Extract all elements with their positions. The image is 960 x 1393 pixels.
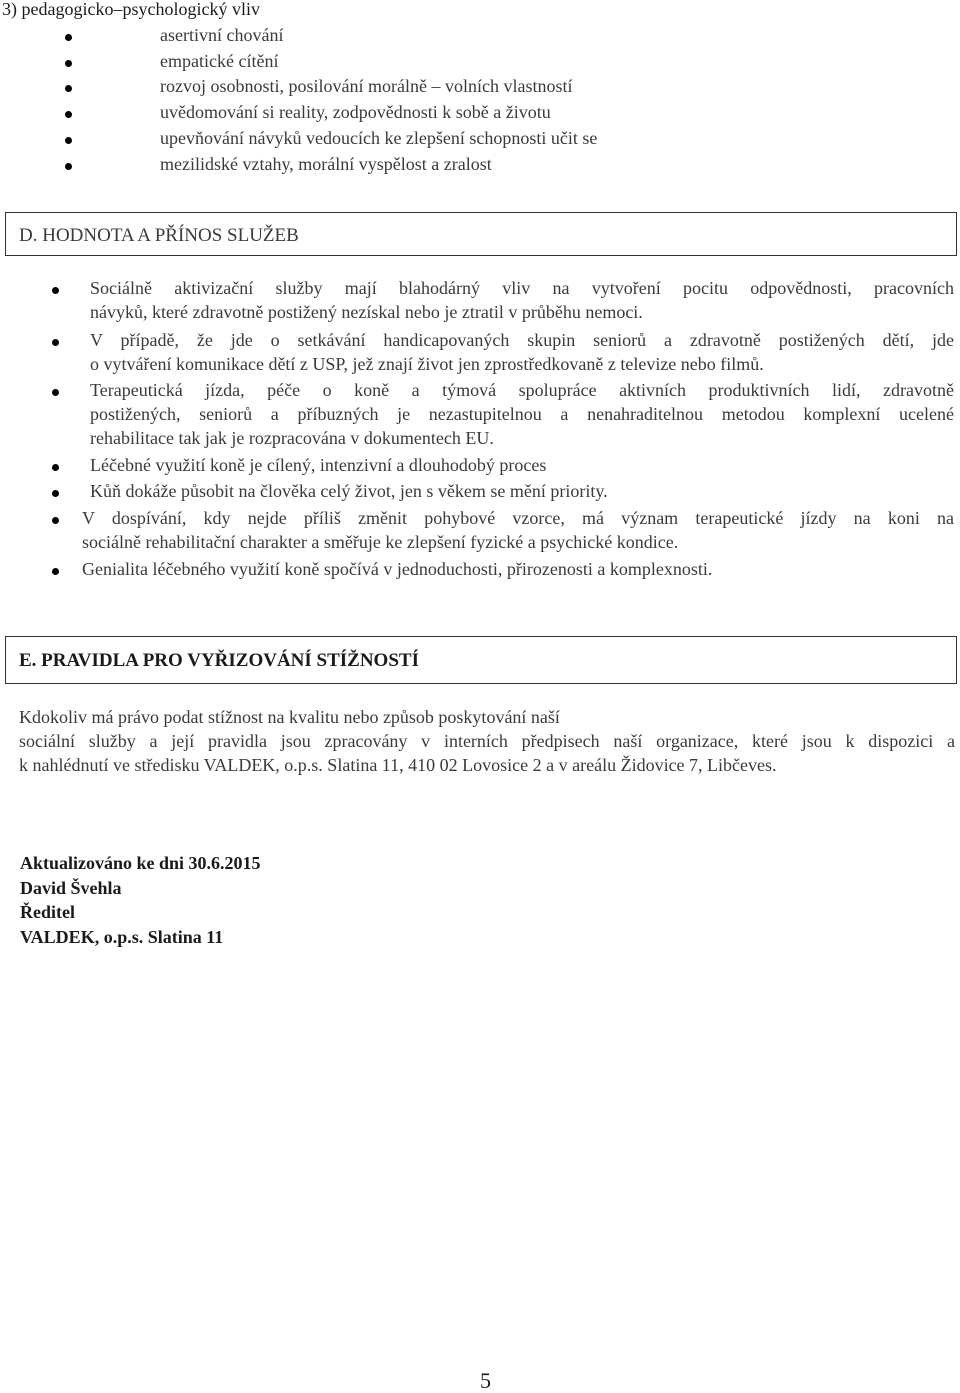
section-d-heading: D. HODNOTA A PŘÍNOS SLUŽEB <box>19 225 299 246</box>
list-item: upevňování návyků vedoucích ke zlepšení schopnosti učit se <box>160 128 598 148</box>
complaint-text-line: k nahlédnutí ve středisku VALDEK, o.p.s. Slatina 11, 410 02 Lovosice 2 a v areálu Židovice 7, Libčeves. <box>19 755 777 775</box>
organization: VALDEK, o.p.s. Slatina 11 <box>20 927 224 947</box>
bullet-icon <box>65 163 72 170</box>
list-item-line: V případě, že jde o setkávání handicapovaných skupin seniorů a zdravotně postižených dětí, jde <box>90 330 954 350</box>
bullet-icon <box>52 490 59 497</box>
bullet-icon <box>52 517 59 524</box>
list-item-line: návyků, které zdravotně postižený nezískal nebo je ztratil v průběhu nemoci. <box>90 302 643 322</box>
list-item-line: V dospívání, kdy nejde příliš změnit pohybové vzorce, má význam terapeutické jízdy na koni na <box>82 508 954 528</box>
complaint-text-line: sociální služby a její pravidla jsou zpracovány v interních předpisech naší organizace, které jsou k dispozici a <box>19 731 955 751</box>
signatory-role: Ředitel <box>20 902 75 922</box>
bullet-icon <box>65 137 72 144</box>
section-e-heading: E. PRAVIDLA PRO VYŘIZOVÁNÍ STÍŽNOSTÍ <box>19 650 419 671</box>
bullet-icon <box>52 464 59 471</box>
list-item-line: sociálně rehabilitační charakter a směřuje ke zlepšení fyzické a psychické kondice. <box>82 532 679 552</box>
list-item: uvědomování si reality, zodpovědnosti k sobě a životu <box>160 102 551 122</box>
list-item: mezilidské vztahy, morální vyspělost a zralost <box>160 154 492 174</box>
bullet-icon <box>52 287 59 294</box>
bullet-icon <box>52 389 59 396</box>
updated-date: Aktualizováno ke dni 30.6.2015 <box>20 853 261 873</box>
section-3-heading: 3) pedagogicko–psychologický vliv <box>2 0 260 19</box>
list-item: empatické cítění <box>160 51 279 71</box>
list-item-line: postižených, seniorů a příbuzných je nezastupitelnou a nenahraditelnou metodou komplexní ucelené <box>90 404 954 424</box>
page-number: 5 <box>480 1368 491 1393</box>
list-item-line: o vytváření komunikace dětí z USP, jež znají život jen zprostředkovaně z televize nebo filmů. <box>90 354 764 374</box>
bullet-icon <box>65 111 72 118</box>
list-item-line: Léčebné využití koně je cílený, intenzivní a dlouhodobý proces <box>90 455 547 475</box>
list-item-line: Sociálně aktivizační služby mají blahodárný vliv na vytvoření pocitu odpovědnosti, pracovních <box>90 278 954 298</box>
bullet-icon <box>65 60 72 67</box>
list-item-line: Terapeutická jízda, péče o koně a týmová spolupráce aktivních produktivních lidí, zdravotně <box>90 380 954 400</box>
bullet-icon <box>65 34 72 41</box>
bullet-icon <box>52 339 59 346</box>
signatory-name: David Švehla <box>20 878 122 898</box>
list-item-line: Kůň dokáže působit na člověka celý život, jen s věkem se mění priority. <box>90 481 608 501</box>
bullet-icon <box>52 568 59 575</box>
list-item: asertivní chování <box>160 25 284 45</box>
list-item-line: rehabilitace tak jak je rozpracována v dokumentech EU. <box>90 428 494 448</box>
bullet-icon <box>65 85 72 92</box>
complaint-text-line: Kdokoliv má právo podat stížnost na kvalitu nebo způsob poskytování naší <box>19 707 560 727</box>
list-item-line: Genialita léčebného využití koně spočívá v jednoduchosti, přirozenosti a komplexnosti. <box>82 559 713 579</box>
list-item: rozvoj osobnosti, posilování morálně – volních vlastností <box>160 76 573 96</box>
